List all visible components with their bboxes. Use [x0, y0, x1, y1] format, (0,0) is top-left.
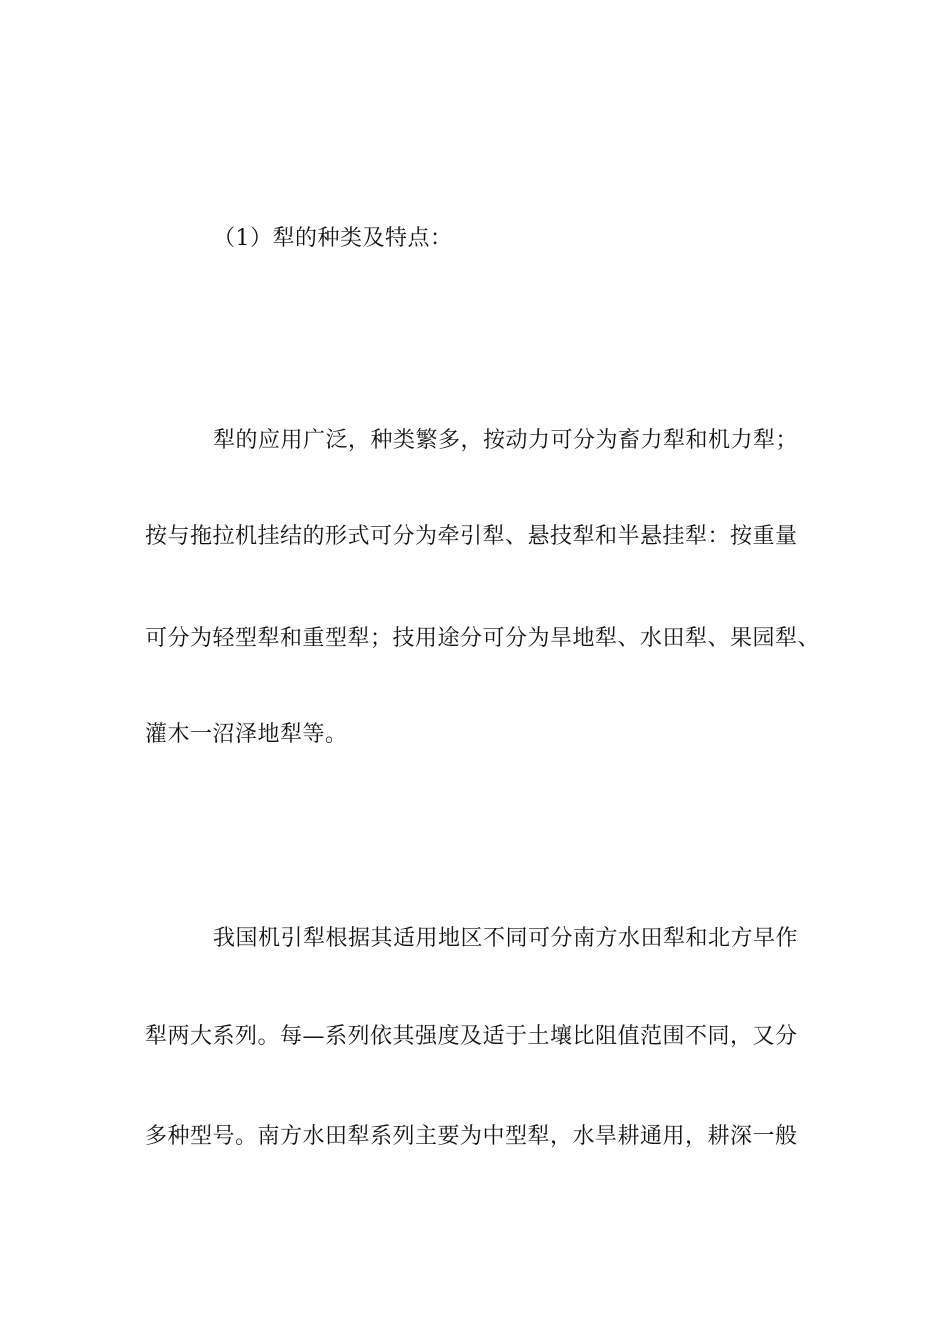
paragraph-line: 多种型号。南方水田犁系列主要为中型犁，水旱耕通用，耕深一般 — [145, 1124, 798, 1149]
paragraph-line: 犁两大系列。每—系列依其强度及适于土壤比阻值范围不同，又分 — [145, 1024, 798, 1049]
paragraph-line: 我国机引犁根据其适用地区不同可分南方水田犁和北方早作 — [213, 926, 799, 951]
paragraph-line: 按与拖拉机挂结的形式可分为牵引犁、悬技犁和半悬挂犁：按重量 — [145, 524, 798, 549]
section-heading: （1）犁的种类及特点： — [213, 226, 453, 251]
paragraph-line: 犁的应用广泛，种类繁多，按动力可分为畜力犁和机力犁； — [213, 428, 799, 453]
paragraph-line: 可分为轻型犁和重型犁；技用途分可分为旱地犁、水田犁、果园犁、 — [145, 626, 821, 651]
paragraph-line: 灌木一沼泽地犁等。 — [145, 722, 348, 747]
